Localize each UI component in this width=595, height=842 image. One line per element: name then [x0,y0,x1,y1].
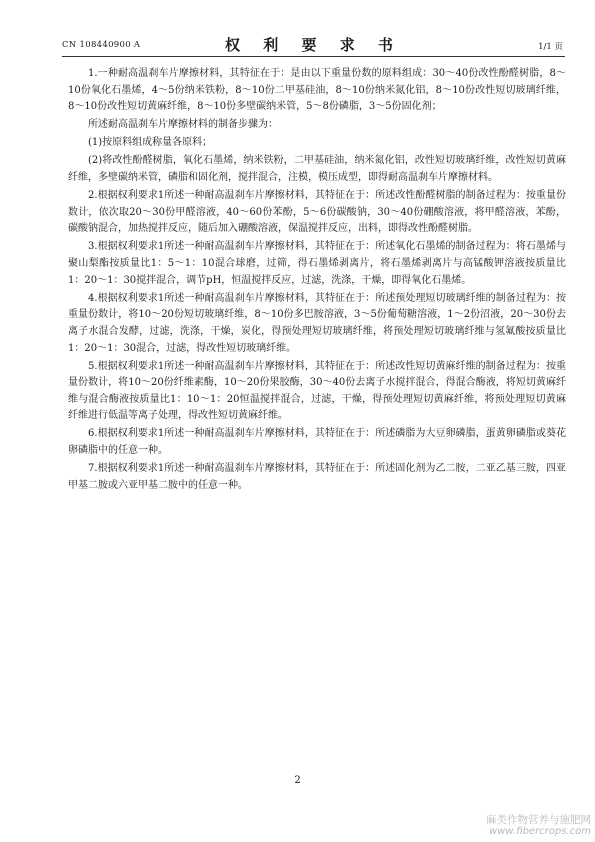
page-header [62,30,565,57]
claim-7: 7.根据权利要求1所述一种耐高温刹车片摩擦材料，其特征在于：所述固化剂为乙二胺，二亚乙基三胺，四亚甲基二胺或六亚甲基二胺中的任意一种。 [68,463,566,491]
claim-5: 5.根据权利要求1所述一种耐高温刹车片摩擦材料，其特征在于：所述改性短切黄麻纤维的制备过程为：按重量份数计，将10～20份纤维素酶，10～20份果胶酶，30～40份去离子水搅拌混合，得混合酶液，将短切黄麻纤维与混合酶液按质量比1：10～1：20恒温搅拌混合，过滤，干燥，得预处理短切黄麻纤维，将预处理短切黄麻纤维进行低温等离子处理，得改性短切黄麻纤维。 [68,360,566,422]
claim-1: 1.一种耐高温刹车片摩擦材料，其特征在于：是由以下重量份数的原料组成：30～40份改性酚醛树脂，8～10份氧化石墨烯，4～5份纳米铁粉，8～10份二甲基硅油，8～10份纳米氮化铝，8～10份改性短切玻璃纤维，8～10份改性短切黄麻纤维，8～10份多壁碳纳米管，5～8份磷脂，3～5份固化剂； [68,68,566,113]
claim-6: 6.根据权利要求1所述一种耐高温刹车片摩擦材料，其特征在于：所述磷脂为大豆卵磷脂，蛋黄卵磷脂或葵花卵磷脂中的任意一种。 [68,428,566,457]
claim-1-steps-intro: 所述耐高温刹车片摩擦材料的制备步骤为： [88,119,278,131]
watermark-url: www.fibercrops.com [489,826,591,837]
claim-2: 2.根据权利要求1所述一种耐高温刹车片摩擦材料，其特征在于：所述改性酚醛树脂的制备过程为：按重量份数计，依次取20～30份甲醛溶液，40～60份苯酚，5～6份碳酸钠，30～40份硼酸溶液，将甲醛溶液，苯酚，碳酸钠混合，加热搅拌反应，随后加入硼酸溶液，保温搅拌反应，出料，即得改性酚醛树脂。 [68,190,566,235]
claim-1-step-1: (1)按原料组成称量各原料； [88,137,213,149]
watermark [486,814,591,838]
claim-1-step-2: (2)将改性酚醛树脂，氧化石墨烯，纳米铁粉，二甲基硅油，纳米氮化铝，改性短切玻璃纤维，改性短切黄麻纤维，多壁碳纳米管，磷脂和固化剂，搅拌混合，注模，模压成型，即得耐高温刹车片摩擦材料。 [68,155,566,184]
doc-title: 权 利 要 求 书 [225,36,402,54]
claims-body [68,66,566,496]
page-count: 1/1 页 [538,42,563,52]
doc-number: CN 108440900 A [62,40,141,50]
watermark-site-name: 麻类作物营养与施肥网 [486,814,591,826]
page-number: 2 [294,775,301,786]
claim-3: 3.根据权利要求1所述一种耐高温刹车片摩擦材料，其特征在于：所述氧化石墨烯的制备过程为：将石墨烯与聚山梨酯按质量比1：5～1：10混合球磨，过筛，得石墨烯剥离片，将石墨烯剥离片与高锰酸钾溶液按质量比1：20～1：30搅拌混合，调节pH，恒温搅拌反应，过滤，洗涤，干燥，即得氧化石墨烯。 [68,241,566,286]
claim-4: 4.根据权利要求1所述一种耐高温刹车片摩擦材料，其特征在于：所述预处理短切玻璃纤维的制备过程为：按重量份数计，将10～20份短切玻璃纤维，8～10份多巴胺溶液，3～5份葡萄糖溶液，1～2份沼液，20～30份去离子水混合发酵，过滤，洗涤，干燥，炭化，得预处理短切玻璃纤维，将预处理短切玻璃纤维与氢氟酸按质量比1：20～1：30混合，过滤，得改性短切玻璃纤维。 [68,292,566,354]
